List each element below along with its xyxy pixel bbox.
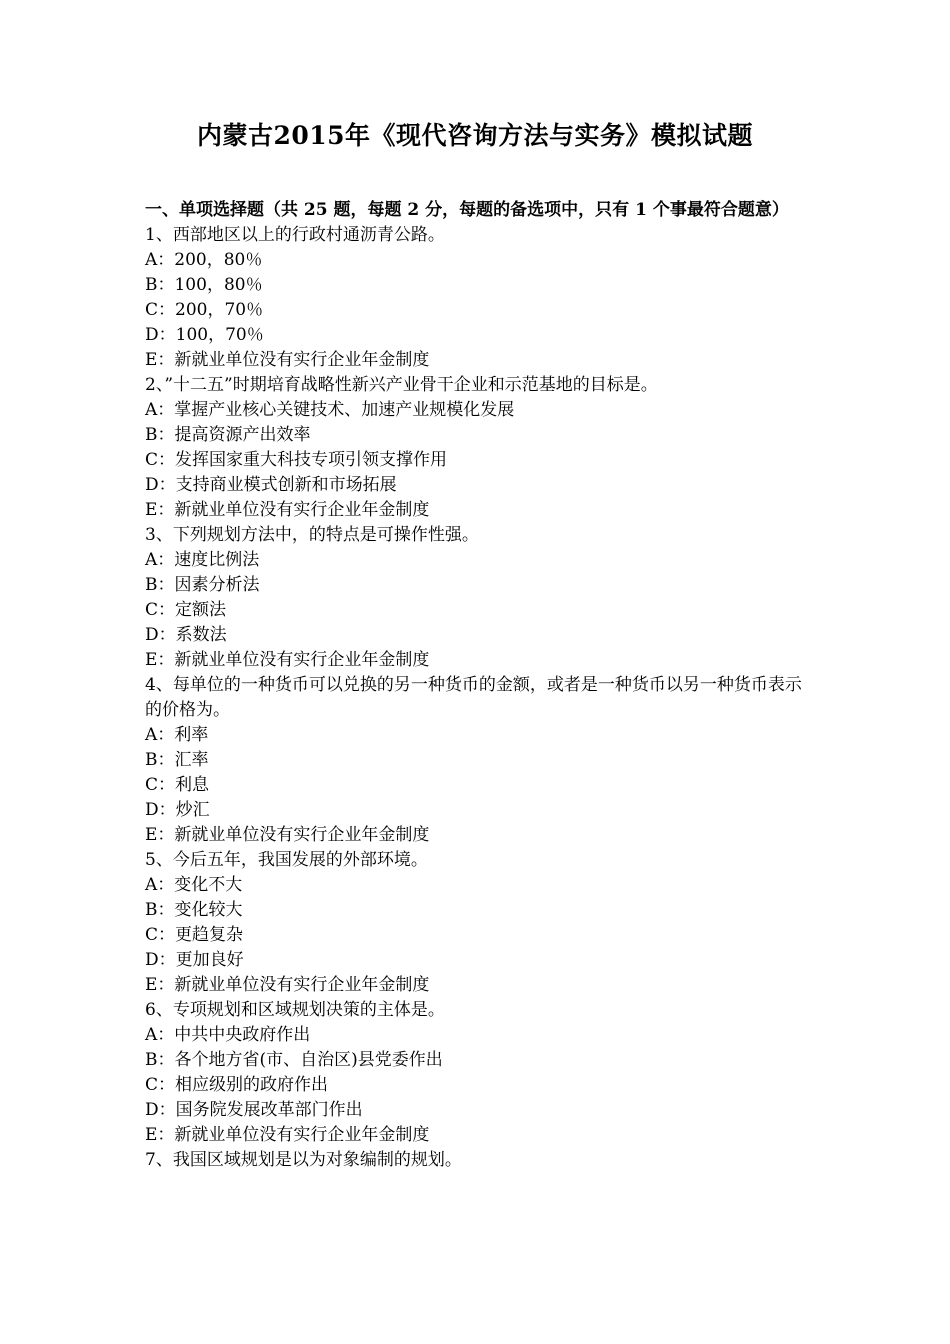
document-content <box>145 198 810 1173</box>
option-b: B：提高资源产出效率 <box>145 425 311 445</box>
question-stem: 5、今后五年，我国发展的外部环境。 <box>145 850 428 870</box>
option-b: B：各个地方省(市、自治区)县党委作出 <box>145 1050 443 1070</box>
option-e: E：新就业单位没有实行企业年金制度 <box>145 650 430 670</box>
question-2 <box>145 373 810 523</box>
section-heading: 一、单项选择题（共 25 题，每题 2 分，每题的备选项中，只有 1 个事最符合题意） <box>145 200 789 220</box>
option-e: E：新就业单位没有实行企业年金制度 <box>145 975 430 995</box>
option-a: A：利率 <box>145 725 209 745</box>
option-c: C：利息 <box>145 775 210 795</box>
option-c: C：更趋复杂 <box>145 925 244 945</box>
question-stem: 2、”十二五”时期培育战略性新兴产业骨干企业和示范基地的目标是。 <box>145 375 658 395</box>
option-a: A：200，80％ <box>145 250 263 270</box>
question-1 <box>145 223 810 373</box>
option-d: D：100，70％ <box>145 325 264 345</box>
option-e: E：新就业单位没有实行企业年金制度 <box>145 500 430 520</box>
question-4 <box>145 673 810 848</box>
question-stem: 1、西部地区以上的行政村通沥青公路。 <box>145 225 445 245</box>
option-b: B：因素分析法 <box>145 575 260 595</box>
question-stem: 6、专项规划和区域规划决策的主体是。 <box>145 1000 445 1020</box>
option-e: E：新就业单位没有实行企业年金制度 <box>145 825 430 845</box>
option-d: D：支持商业模式创新和市场拓展 <box>145 475 397 495</box>
option-a: A：速度比例法 <box>145 550 260 570</box>
option-b: B：100，80％ <box>145 275 263 295</box>
option-e: E：新就业单位没有实行企业年金制度 <box>145 1125 430 1145</box>
document-title: 内蒙古2015年《现代咨询方法与实务》模拟试题 <box>196 121 754 150</box>
option-b: B：汇率 <box>145 750 209 770</box>
option-c: C：相应级别的政府作出 <box>145 1075 329 1095</box>
question-stem: 7、我国区域规划是以为对象编制的规划。 <box>145 1150 462 1170</box>
option-d: D：炒汇 <box>145 800 210 820</box>
question-3 <box>145 523 810 673</box>
question-7 <box>145 1148 810 1173</box>
option-c: C：定额法 <box>145 600 227 620</box>
option-c: C：200，70％ <box>145 300 264 320</box>
question-6 <box>145 998 810 1148</box>
option-e: E：新就业单位没有实行企业年金制度 <box>145 350 430 370</box>
option-a: A：中共中央政府作出 <box>145 1025 311 1045</box>
option-d: D：更加良好 <box>145 950 244 970</box>
option-a: A：变化不大 <box>145 875 243 895</box>
question-stem: 3、下列规划方法中，的特点是可操作性强。 <box>145 525 479 545</box>
question-5 <box>145 848 810 998</box>
option-c: C：发挥国家重大科技专项引领支撑作用 <box>145 450 448 470</box>
question-stem: 4、每单位的一种货币可以兑换的另一种货币的金额，或者是一种货币以另一种货币表示的价格为。 <box>145 675 802 720</box>
option-d: D：国务院发展改革部门作出 <box>145 1100 363 1120</box>
option-a: A：掌握产业核心关键技术、加速产业规模化发展 <box>145 400 515 420</box>
option-d: D：系数法 <box>145 625 227 645</box>
option-b: B：变化较大 <box>145 900 243 920</box>
